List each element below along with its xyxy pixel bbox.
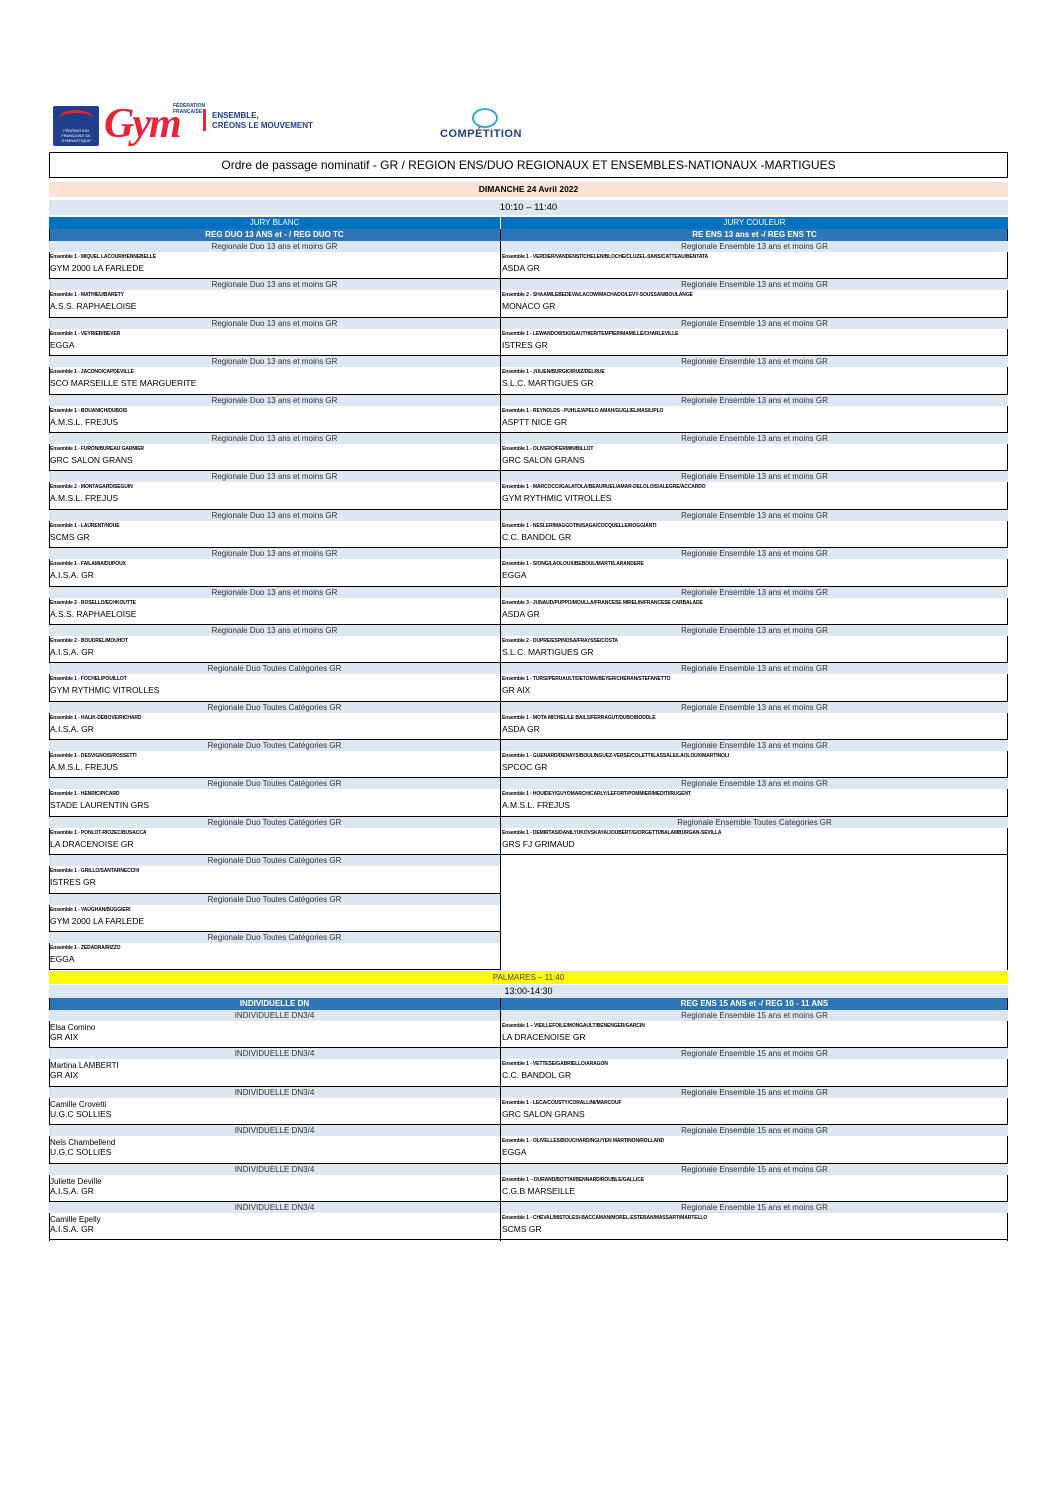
club-name: C.C. BANDOL GR <box>502 1070 572 1081</box>
entry-category: Regionale Ensemble 13 ans et moins GR <box>501 241 1008 252</box>
list-item <box>49 1202 500 1240</box>
club-name: A.I.S.A. GR <box>50 723 94 734</box>
club-name: GYM 2000 LA FARLEDE <box>50 915 145 926</box>
ensemble-members: Ensemble 2 - BOUDREL/MOUHOT <box>50 637 128 644</box>
gymnast-name: Juliette Deville <box>50 1176 102 1186</box>
list-item <box>501 1048 1008 1086</box>
list-item <box>49 433 500 471</box>
ensemble-members: Ensemble 1 - PONLOT-RIOZEC/BUSACCA <box>50 829 147 836</box>
ensemble-members: Ensemble 1 - FOCHEL/POUILLOT <box>50 676 127 683</box>
list-item <box>49 625 500 663</box>
entry-category: Regionale Ensemble 15 ans et moins GR <box>501 1010 1008 1021</box>
list-item <box>49 1048 500 1086</box>
ensemble-members: Ensemble 1 - SIONG/LAOLOUX/BEBOUL/MARTI/LARANDERE <box>502 561 644 568</box>
entry-category: INDIVIDUELLE DN3/4 <box>49 1125 500 1136</box>
club-name: GRC SALON GRANS <box>502 1108 585 1119</box>
jury-couleur-list <box>501 241 1008 855</box>
list-item <box>501 1010 1008 1048</box>
jury-blanc-list <box>49 241 500 970</box>
list-item <box>501 1164 1008 1202</box>
entry-category: Regionale Ensemble 15 ans et moins GR <box>501 1125 1008 1136</box>
entry-category: Regionale Ensemble 15 ans et moins GR <box>501 1048 1008 1059</box>
club-name: A.S.S. RAPHAELOISE <box>50 301 137 312</box>
entry-category: Regionale Duo Toutes Catégories GR <box>49 740 500 751</box>
club-name: SCMS GR <box>50 531 90 542</box>
list-item <box>49 510 500 548</box>
club-name: A.I.S.A. GR <box>50 1223 94 1234</box>
entry-category: Regionale Ensemble 13 ans et moins GR <box>501 510 1008 521</box>
empty-cell <box>501 856 1008 970</box>
ensemble-members: Ensemble 1 - VETTESE/GABRIELLO/ARAGON <box>502 1061 608 1068</box>
gym-logo-text: Gym <box>104 101 180 147</box>
ensemble-members: Ensemble 2 - MONTAGARD/SEGUIN <box>50 484 133 491</box>
individuelle-header: INDIVIDUELLE DN <box>49 998 500 1010</box>
club-name: EGGA <box>50 339 75 350</box>
jury-couleur-header: JURY COULEUR <box>501 217 1008 229</box>
jury-blanc-header: JURY BLANC <box>49 217 500 229</box>
ensemble-members: Ensemble 1 - OLIVERO/FERMIN/BILLOT <box>502 445 594 452</box>
club-name: EGGA <box>50 954 75 965</box>
ensemble-members: Ensemble 1 - DEMIRTAS/DANILYUKOVSKAYA/JOUBERT/GIORGETTI/BALAMBURGAN-SEVILLA <box>502 829 722 836</box>
entry-category: Regionale Ensemble 13 ans et moins GR <box>501 778 1008 789</box>
ensemble-members: Ensemble 1 - VERDIER/VANDENSTICHELEN/BLOCHE/CLUZEL-SANS/CATTEAU/BENTATA <box>502 254 709 260</box>
list-item <box>49 1164 500 1202</box>
entry-category: Regionale Ensemble 13 ans et moins GR <box>501 433 1008 444</box>
list-item <box>49 740 500 778</box>
gymnast-name: Camille Epelly <box>50 1214 101 1224</box>
club-name: ASDA GR <box>502 263 540 273</box>
federation-label <box>173 103 205 115</box>
ensemble-members: Ensemble 1 - GUENARD/DENAYS/BOULINGUEZ-VERSE/COLETTI/LASSALE/LAOLOUX/MARTINOLI <box>502 753 730 760</box>
entry-category: Regionale Duo Toutes Catégories GR <box>49 894 500 905</box>
ensemble-members: Ensemble 1 - LEWANDOWSKI/GAUTHIER/TEMPIER/MAMILLE/CHARLEVILLE <box>502 330 679 337</box>
ensemble-members: Ensemble 1 - BOUANICH/DUBOIS <box>50 407 128 414</box>
club-name: EGGA <box>502 570 527 581</box>
ensemble-members: Ensemble 1 - LAURENT/NOUE <box>50 522 120 529</box>
category-header-right: RE ENS 13 ans et -/ REG ENS TC <box>501 229 1008 241</box>
list-item <box>49 356 500 394</box>
entry-category: Regionale Ensemble 13 ans et moins GR <box>501 587 1008 598</box>
ensemble-members: Ensemble 1 - MOTA MICHEL/LE BAILS/FERRAGUT/DUBO/BODDLE <box>502 714 656 721</box>
list-item <box>49 241 500 279</box>
ensemble-members: Ensemble 1 - HENRIC/PICARD <box>50 791 120 798</box>
entry-category: Regionale Duo Toutes Catégories GR <box>49 663 500 674</box>
list-item <box>501 279 1008 317</box>
entry-category: Regionale Duo 13 ans et moins GR <box>49 548 500 559</box>
ffg-logo <box>53 106 99 146</box>
ensemble-members: Ensemble 1 - OLIVELLES/BOUCHARD/NGUYEN MARTINON/ROLLAND <box>502 1138 665 1145</box>
individuelle-list <box>49 1010 500 1240</box>
club-name: ISTRES GR <box>502 339 548 350</box>
entry-category: Regionale Duo Toutes Catégories GR <box>49 855 500 866</box>
list-item <box>49 1125 500 1163</box>
club-name: A.I.S.A. GR <box>50 570 94 581</box>
list-item <box>501 663 1008 701</box>
slogan-line2: CRÉONS LE MOUVEMENT <box>212 121 313 130</box>
ensemble-members: Ensemble 1 - TURSI/PERUAULT/DETOMA/BEYER/CHERAN/STEFANETTO <box>502 676 671 683</box>
ensemble-members: Ensemble 2 - DUPRE/ESPINOSA/FRAYSSE/COSTA <box>502 637 618 644</box>
reg-ens-15-header: REG ENS 15 ANS et -/ REG 10 - 11 ANS <box>501 998 1008 1010</box>
ensemble-members: Ensemble 1 - DESVIGNOIS/ROSSETTI <box>50 753 137 760</box>
entry-category: Regionale Ensemble 13 ans et moins GR <box>501 625 1008 636</box>
club-name: ISTRES GR <box>50 877 96 888</box>
club-name: SCO MARSEILLE STE MARGUERITE <box>50 378 197 389</box>
ensemble-members: Ensemble 2 - SHAAM/LEBEDEVA/LACOW/MACHADO/LEVY-SOUSSAN/BOULANGE <box>502 292 693 299</box>
entry-category: Regionale Duo 13 ans et moins GR <box>49 279 500 290</box>
club-name: GRC SALON GRANS <box>502 454 585 465</box>
entry-category: Regionale Duo 13 ans et moins GR <box>49 356 500 367</box>
club-name: LA DRACENOISE GR <box>50 838 134 849</box>
club-name: SPCOC GR <box>502 762 548 773</box>
ensemble-members: Ensemble 1 - JULIEN/BURGIO/RUIZ/DELRUE <box>502 369 605 376</box>
gymnast-name: Martina LAMBERTI <box>50 1061 119 1071</box>
club-name: ASPTT NICE GR <box>502 416 568 427</box>
federation-line2: FRANÇAISE <box>173 109 203 115</box>
ensemble-members: Ensemble 1 - FURON/BUREAU GARNIER <box>50 445 144 452</box>
entry-category: Regionale Duo 13 ans et moins GR <box>49 395 500 406</box>
slogan-divider <box>203 109 206 131</box>
club-name: C.C. BANDOL GR <box>502 531 572 542</box>
entry-category: Regionale Duo 13 ans et moins GR <box>49 241 500 252</box>
entry-category: Regionale Ensemble 13 ans et moins GR <box>501 279 1008 290</box>
entry-category: Regionale Duo 13 ans et moins GR <box>49 318 500 329</box>
entry-category: Regionale Ensemble 15 ans et moins GR <box>501 1202 1008 1213</box>
list-item <box>501 817 1008 855</box>
ensemble-members: Ensemble 1 - VAUGHAN/BUGGIERI <box>50 906 131 913</box>
club-name: A.S.S. RAPHAELOISE <box>50 608 137 619</box>
entry-category: Regionale Ensemble 13 ans et moins GR <box>501 548 1008 559</box>
club-name: GR AIX <box>50 1032 79 1042</box>
club-name: A.M.S.L. FREJUS <box>50 762 119 773</box>
list-item <box>501 625 1008 663</box>
slogan-line1: ENSEMBLE, <box>212 111 259 120</box>
entry-category: Regionale Ensemble 13 ans et moins GR <box>501 318 1008 329</box>
list-item <box>501 740 1008 778</box>
ensemble-members: Ensemble 1 - ZEDADRA/RIZZO <box>50 945 121 952</box>
entry-category: Regionale Duo 13 ans et moins GR <box>49 471 500 482</box>
entry-category: Regionale Ensemble 13 ans et moins GR <box>501 356 1008 367</box>
entry-category: Regionale Ensemble 13 ans et moins GR <box>501 395 1008 406</box>
club-name: U.G.C SOLLIES <box>50 1147 112 1158</box>
club-name: A.I.S.A. GR <box>50 646 94 657</box>
club-name: GRC SALON GRANS <box>50 454 133 465</box>
event-date: DIMANCHE 24 Avril 2022 <box>49 182 1008 197</box>
list-item <box>49 702 500 740</box>
club-name: GYM 2000 LA FARLEDE <box>50 263 145 273</box>
gymnast-name: Elsa Comino <box>50 1023 96 1032</box>
club-name: GYM RYTHMIC VITROLLES <box>50 685 160 696</box>
list-item <box>501 395 1008 433</box>
ensemble-members: Ensemble 1 - LECA/COUSTY/CORALLINI/MARCOUF <box>502 1099 622 1106</box>
ensemble-members: Ensemble 1 - REYNOLDS - PUHLE/APELO AMAH/GUGLIELMAS/LIPLO <box>502 407 664 414</box>
ensemble-members: Ensemble 1 - JACONO/CAPDEVILLE <box>50 369 134 376</box>
club-name: SCMS GR <box>502 1223 542 1234</box>
entry-category: INDIVIDUELLE DN3/4 <box>49 1010 500 1021</box>
entry-category: Regionale Duo Toutes Catégories GR <box>49 778 500 789</box>
ensemble-members: Ensemble 1 - MIQUEL LACOUR/HENNEBELLE <box>50 254 156 260</box>
time-slot-morning: 10:10 – 11:40 <box>49 200 1008 215</box>
slogan <box>212 111 313 131</box>
list-item <box>49 1010 500 1048</box>
entry-category: Regionale Duo 13 ans et moins GR <box>49 625 500 636</box>
list-item <box>49 587 500 625</box>
page-header <box>0 0 1058 150</box>
club-name: A.M.S.L. FREJUS <box>50 493 119 504</box>
palmares-banner: PALMARES – 11:40 <box>49 971 1008 984</box>
club-name: A.I.S.A. GR <box>50 1185 94 1196</box>
ensemble-members: Ensemble 2 - ROSELLO/ECHKOUTTE <box>50 599 136 606</box>
list-item <box>49 894 500 932</box>
entry-category: Regionale Duo Toutes Catégories GR <box>49 932 500 943</box>
ensemble-members: Ensemble 1 – VIEILLEFOILE/MONGAULT/BENENGER/GARCIN <box>502 1023 645 1029</box>
club-name: S.L.C. MARTIGUES GR <box>502 378 594 389</box>
list-item <box>501 356 1008 394</box>
ensemble-members: Ensemble 1 - VEYRIER/BEVER <box>50 330 121 337</box>
category-header-left: REG DUO 13 ANS et - / REG DUO TC <box>49 229 500 241</box>
club-name: ASDA GR <box>502 723 540 734</box>
ensemble-members: Ensemble 1 - MATHIEU/BARETY <box>50 292 124 299</box>
club-name: EGGA <box>502 1147 527 1158</box>
gym-logo <box>104 100 180 148</box>
entry-category: Regionale Duo Toutes Catégories GR <box>49 702 500 713</box>
entry-category: INDIVIDUELLE DN3/4 <box>49 1087 500 1098</box>
club-name: GRS FJ GRIMAUD <box>502 838 575 849</box>
list-item <box>49 279 500 317</box>
list-item <box>501 318 1008 356</box>
club-name: A.M.S.L. FREJUS <box>502 800 571 811</box>
list-item <box>49 395 500 433</box>
ffg-logo-text: FÉDÉRATION FRANÇAISE DE GYMNASTIQUE <box>61 128 91 143</box>
time-slot-afternoon: 13:00-14:30 <box>49 985 1008 998</box>
entry-category: Regionale Ensemble 13 ans et moins GR <box>501 702 1008 713</box>
club-name: U.G.C SOLLIES <box>50 1108 112 1119</box>
list-item <box>49 932 500 970</box>
gymnast-name: Nels Chambellend <box>50 1138 116 1148</box>
list-item <box>49 471 500 509</box>
list-item <box>501 702 1008 740</box>
entry-category: Regionale Ensemble 13 ans et moins GR <box>501 471 1008 482</box>
gymnast-name: Camille Crovetti <box>50 1099 107 1109</box>
entry-category: Regionale Duo 13 ans et moins GR <box>49 587 500 598</box>
ensemble-members: Ensemble 1 - GRILLO/SANTARNECCHI <box>50 868 139 875</box>
entry-category: INDIVIDUELLE DN3/4 <box>49 1164 500 1175</box>
competition-icon <box>472 108 498 128</box>
list-item <box>49 778 500 816</box>
list-item <box>49 548 500 586</box>
list-item <box>49 855 500 893</box>
club-name: GR AIX <box>50 1070 79 1081</box>
list-item <box>501 433 1008 471</box>
list-item <box>49 817 500 855</box>
entry-category: Regionale Ensemble Toutes Categories GR <box>501 817 1008 828</box>
club-name: LA DRACENOISE GR <box>502 1032 586 1042</box>
ensemble-members: Ensemble 1 - FAILAMIA/DUPOUX <box>50 561 126 568</box>
list-item <box>501 587 1008 625</box>
list-item <box>501 1202 1008 1240</box>
club-name: MONACO GR <box>502 301 556 312</box>
club-name: C.G.B MARSEILLE <box>502 1185 576 1196</box>
club-name: GYM RYTHMIC VITROLLES <box>502 493 612 504</box>
ensemble-members: Ensemble 1 - CHEVAL/MISTOLESI-BACCAMAN/MOREL-ESTEBAN/MASSART/MARTELLO <box>502 1214 708 1221</box>
list-item <box>501 1087 1008 1125</box>
entry-category: Regionale Duo 13 ans et moins GR <box>49 433 500 444</box>
list-item <box>49 663 500 701</box>
entry-category: Regionale Ensemble 13 ans et moins GR <box>501 663 1008 674</box>
list-item <box>49 318 500 356</box>
club-name: GR AIX <box>502 685 531 696</box>
club-name: S.L.C. MARTIGUES GR <box>502 646 594 657</box>
club-name: ASDA GR <box>502 608 540 619</box>
entry-category: INDIVIDUELLE DN3/4 <box>49 1048 500 1059</box>
list-item <box>501 778 1008 816</box>
ensemble-members: Ensemble 3 - JUNAUD/PUPPO/MOULLA/FRANCESE MIRELIN/FRANCESE CARBALADE <box>502 599 703 606</box>
ensemble-members: Ensemble 1 – DURAND/BOTTAI/BENNARD/ROUBLE/GALLICE <box>502 1176 644 1183</box>
entry-category: Regionale Ensemble 15 ans et moins GR <box>501 1164 1008 1175</box>
club-name: STADE LAURENTIN GRS <box>50 800 150 811</box>
list-item <box>501 510 1008 548</box>
entry-category: Regionale Duo 13 ans et moins GR <box>49 510 500 521</box>
entry-category: INDIVIDUELLE DN3/4 <box>49 1202 500 1213</box>
list-item <box>501 548 1008 586</box>
entry-category: Regionale Ensemble 15 ans et moins GR <box>501 1087 1008 1098</box>
list-item <box>501 241 1008 279</box>
entry-category: Regionale Duo Toutes Catégories GR <box>49 817 500 828</box>
federation-line1: FÉDÉRATION <box>173 103 206 109</box>
competition-label: COMPÉTITION <box>440 128 522 140</box>
list-item <box>501 471 1008 509</box>
list-item <box>49 1087 500 1125</box>
document-title: Ordre de passage nominatif - GR / REGION ENS/DUO REGIONAUX ET ENSEMBLES-NATIONAUX -MARTIGUES <box>49 152 1008 178</box>
list-item <box>501 1125 1008 1163</box>
ensemble-members: Ensemble 1 - NESLER/MAGGOTIN/SAGA/COCQUELLE/ROGGIANTI <box>502 522 657 529</box>
ensemble-members: Ensemble 1 - MARCOCCI/GALATOLA/BEAURUEL/AMAR-DELOLOIS/ALEGRE/ACCARDO <box>502 484 706 491</box>
club-name: A.M.S.L. FREJUS <box>50 416 119 427</box>
reg-ens-15-list <box>501 1010 1008 1240</box>
entry-category: Regionale Ensemble 13 ans et moins GR <box>501 740 1008 751</box>
ensemble-members: Ensemble 1 - HALIK-DEBOVE/RICHARD <box>50 714 142 721</box>
ensemble-members: Ensemble 1 - HOUIDEY/GUYOMARCH/CARLY/LEFORT/POMMIER/MEDITI/RUGENT <box>502 791 691 798</box>
